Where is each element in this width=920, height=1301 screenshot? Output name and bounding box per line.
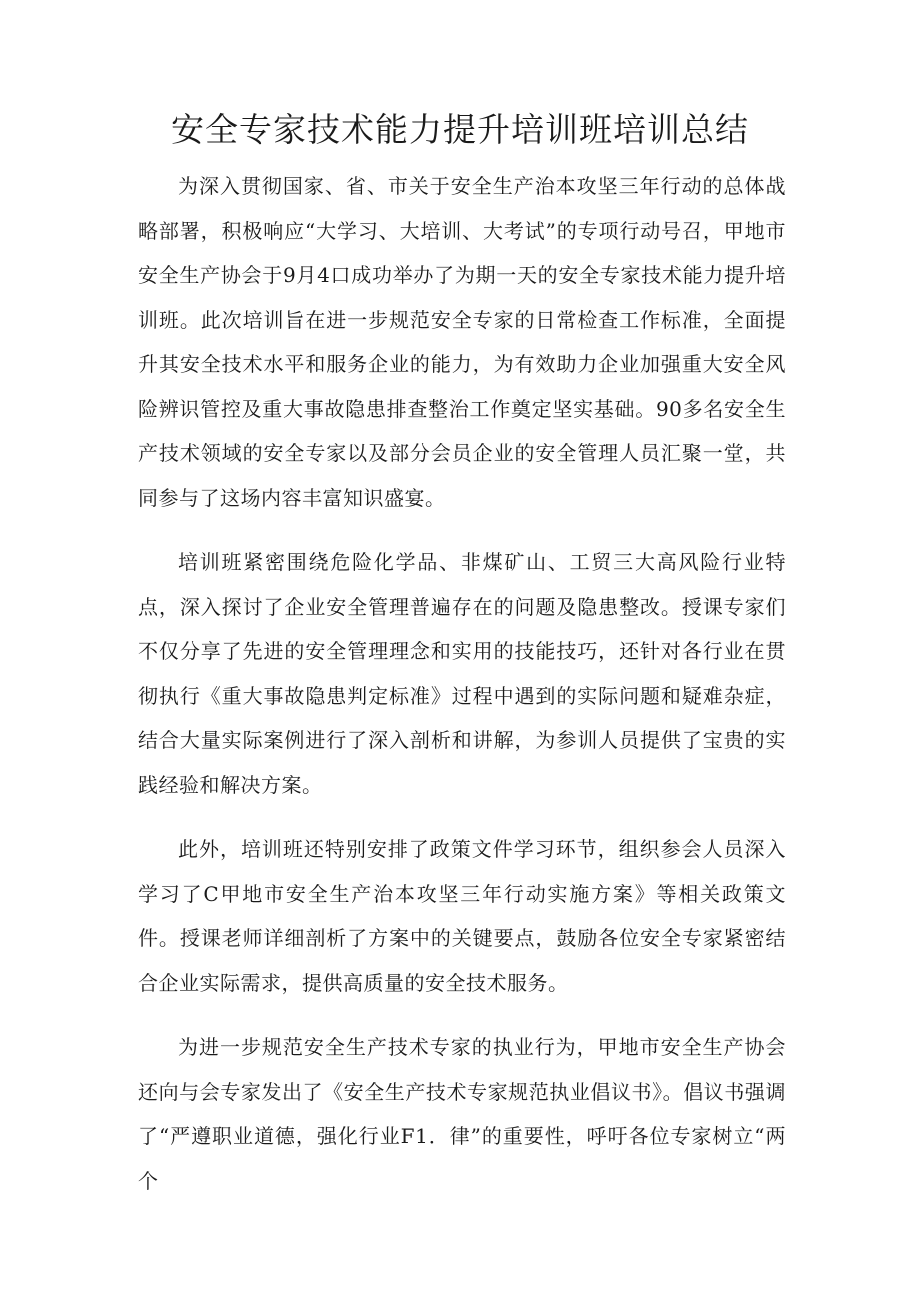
document-title: 安全专家技术能力提升培训班培训总结 (171, 110, 749, 149)
paragraph-initiative: 为进一步规范安全生产技术专家的执业行为，甲地市安全生产协会还向与会专家发出了《安全生产技术专家规范执业倡议书》。倡议书强调了“严遵职业道德，强化行业F1．律”的重要性，呼吁各位专家树立“两个 (138, 1035, 786, 1193)
document-body (138, 164, 786, 1223)
paragraph-policy-study: 此外，培训班还特别安排了政策文件学习环节，组织参会人员深入学习了C甲地市安全生产治本攻坚三年行动实施方案》等相关政策文件。授课老师详细剖析了方案中的关键要点，鼓励各位安全专家紧密结合企业实际需求，提供高质量的安全技术服务。 (138, 837, 786, 995)
paragraph-intro: 为深入贯彻国家、省、市关于安全生产治本攻坚三年行动的总体战略部署，积极响应“大学习、大培训、大考试”的专项行动号召，甲地市安全生产协会于9月4口成功举办了为期一天的安全专家技术能力提升培训班。此次培训旨在进一步规范安全专家的日常检查工作标准，全面提升其安全技术水平和服务企业的能力，为有效助力企业加强重大安全风险辨识管控及重大事故隐患排查整治工作奠定坚实基础。90多名安全生产技术领域的安全专家以及部分会员企业的安全管理人员汇聚一堂，共同参与了这场内容丰富知识盛宴。 (138, 174, 786, 510)
paragraph-training-content: 培训班紧密围绕危险化学品、非煤矿山、工贸三大高风险行业特点，深入探讨了企业安全管理普遍存在的问题及隐患整改。授课专家们不仅分享了先进的安全管理理念和实用的技能技巧，还针对各行业在贯彻执行《重大事故隐患判定标准》过程中遇到的实际问题和疑难杂症，结合大量实际案例进行了深入剖析和讲解，为参训人员提供了宝贵的实践经验和解决方案。 (138, 550, 786, 797)
